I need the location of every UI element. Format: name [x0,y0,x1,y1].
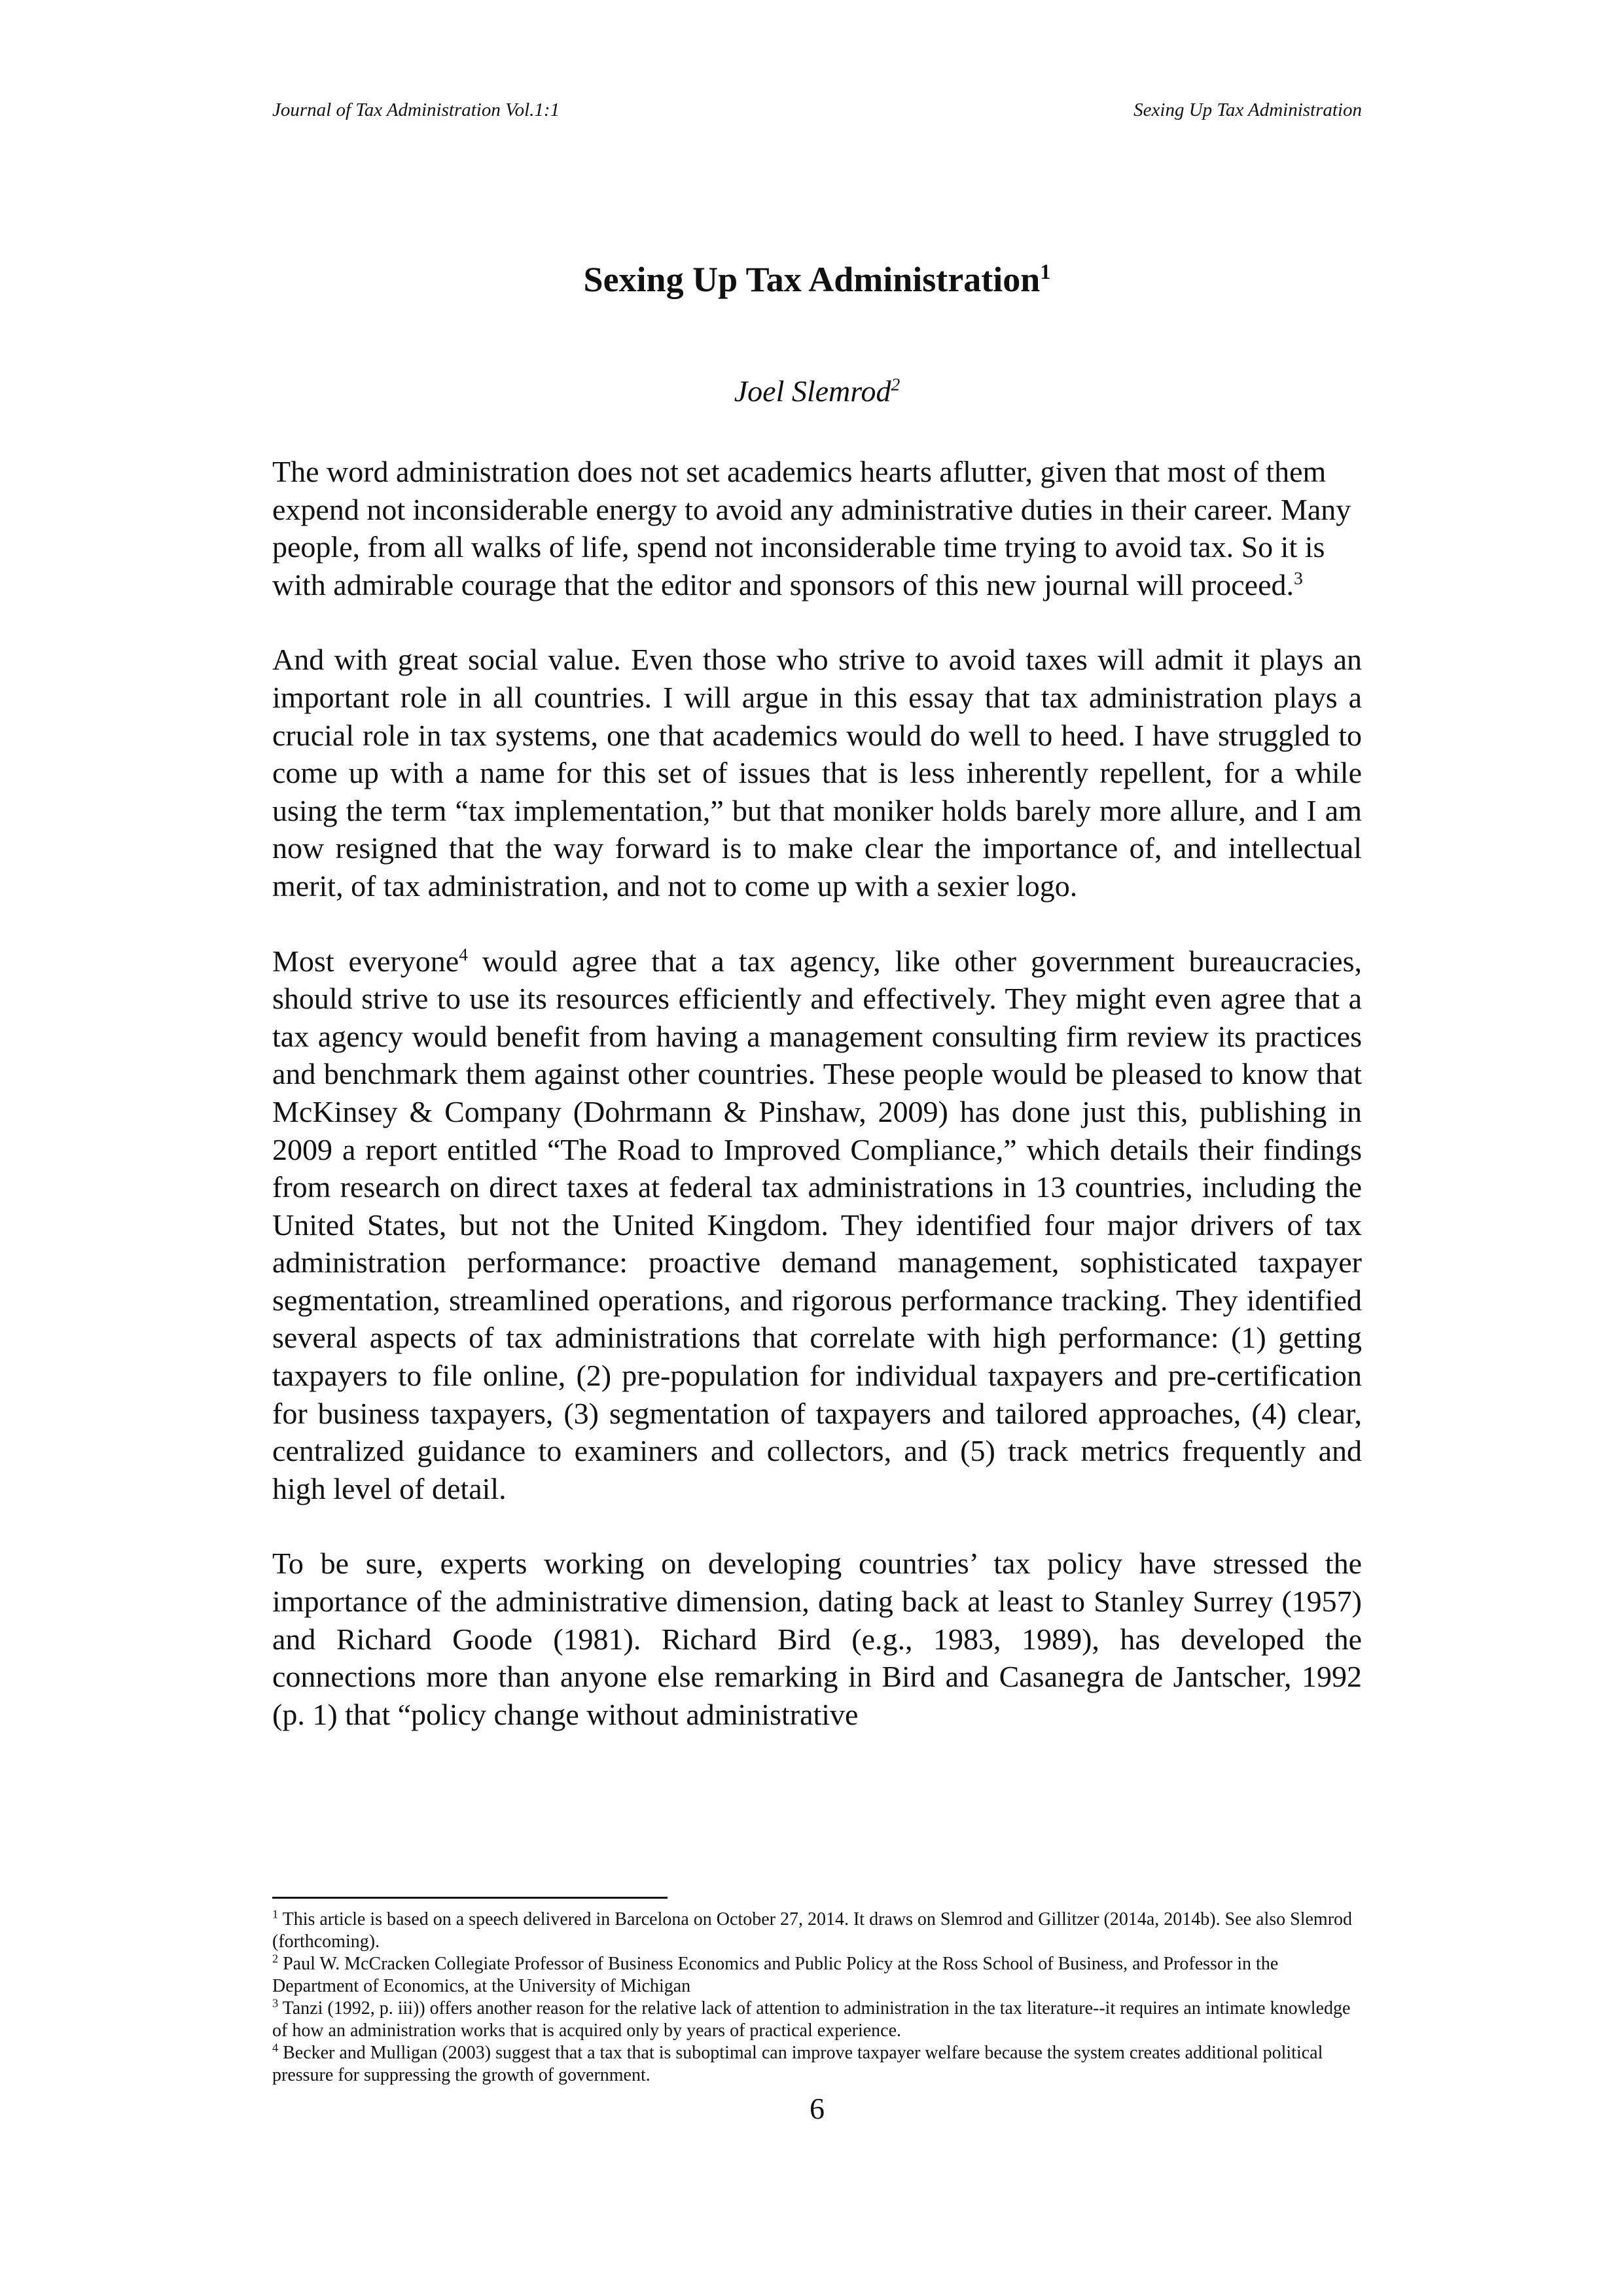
page-number: 6 [810,2092,825,2125]
article-title [272,257,1362,302]
footnotes [272,1909,1362,2087]
paragraph-1 [272,453,1362,603]
footnote-divider [272,1897,668,1899]
author-name: Joel Slemrod [734,374,891,408]
footnote-marker-3[interactable]: 3 [1294,567,1303,588]
footnote-2 [272,1953,1362,1998]
footnote-1 [272,1909,1362,1953]
paragraph-3-lead: Most everyone [272,944,459,978]
footnote-3 [272,1998,1362,2042]
author-footnote-marker[interactable]: 2 [891,374,901,395]
footnote-number: 1 [272,1907,279,1921]
footnote-text: Tanzi (1992, p. iii)) offers another reason for the relative lack of attention to administration in the tax literature--it requires an intimate knowledge of how an administration works that is acquired only by years of practical experience. [272,1998,1351,2041]
footnote-number: 4 [272,2041,279,2054]
footnote-text: Paul W. McCracken Collegiate Professor of Business Economics and Public Policy at the Ross School of Business, and Professor in the Department of Economics, at the University of Michigan [272,1954,1279,1996]
article-title-text: Sexing Up Tax Administration [583,260,1041,299]
paragraph-2: And with great social value. Even those who strive to avoid taxes will admit it plays an important role in all countries. I will argue in this essay that tax administration plays a crucial role in tax systems, one that academics would do well to heed. I have struggled to come up with a name for this set of issues that is less inherently repellent, for a while using the term “tax implementation,” but that moniker holds barely more allure, and I am now resigned that the way forward is to make clear the importance of, and intellectual merit, of tax administration, and not to come up with a sexier logo. [272,643,1362,903]
paragraph-3-text: would agree that a tax agency, like other government bureaucracies, should strive to use its resources efficiently and effectively. They might even agree that a tax agency would benefit from having a management consulting firm review its practices and benchmark them against other countries. These people would be pleased to know that McKinsey & Company (Dohrmann & Pinshaw, 2009) has done just this, publishing in 2009 a report entitled “The Road to Improved Compliance,” which details their findings from research on direct taxes at federal tax administrations in 13 countries, including the United States, but not the United Kingdom. They identified four major drivers of tax administration performance: proactive demand management, sophisticated taxpayer segmentation, streamlined operations, and rigorous performance tracking. They identified several aspects of tax administrations that correlate with high performance: (1) getting taxpayers to file online, (2) pre-population for individual taxpayers and pre-certification for business taxpayers, (3) segmentation of taxpayers and tailored approaches, (4) clear, centralized guidance to examiners and collectors, and (5) track metrics frequently and high level of detail. [272,944,1363,1505]
article-body [272,453,1362,1770]
footnote-marker-4[interactable]: 4 [459,944,468,965]
title-footnote-marker[interactable]: 1 [1040,260,1051,284]
journal-name: Journal of Tax Administration Vol.1:1 [272,99,560,120]
footnote-number: 3 [272,1996,279,2010]
footnote-text: This article is based on a speech delivered in Barcelona on October 27, 2014. It draws on Slemrod and Gillitzer (2014a, 2014b). See also Slemrod (forthcoming). [272,1909,1353,1952]
paragraph-3 [272,942,1362,1508]
footnote-4 [272,2042,1362,2087]
footnote-text: Becker and Mulligan (2003) suggest that a tax that is suboptimal can improve taxpayer welfare because the system creates additional political pressure for suppressing the growth of government. [272,2043,1323,2085]
article-author [272,372,1362,411]
running-header [272,97,1362,123]
paragraph-1-text: The word administration does not set academics hearts aflutter, given that most of them expend not inconsiderable energy to avoid any administrative duties in their career. Many people, from all walks of life, spend not inconsiderable time trying to avoid tax. So it is with admirable courage that the editor and sponsors of this new journal will proceed. [272,455,1351,601]
paragraph-4: To be sure, experts working on developing countries’ tax policy have stressed the importance of the administrative dimension, dating back at least to Stanley Surrey (1957) and Richard Goode (1981). Richard Bird (e.g., 1983, 1989), has developed the connections more than anyone else remarking in Bird and Casanegra de Jantscher, 1992 (p. 1) that “policy change without administrative [272,1547,1362,1731]
footnote-number: 2 [272,1952,279,1965]
running-title: Sexing Up Tax Administration [1133,99,1362,120]
